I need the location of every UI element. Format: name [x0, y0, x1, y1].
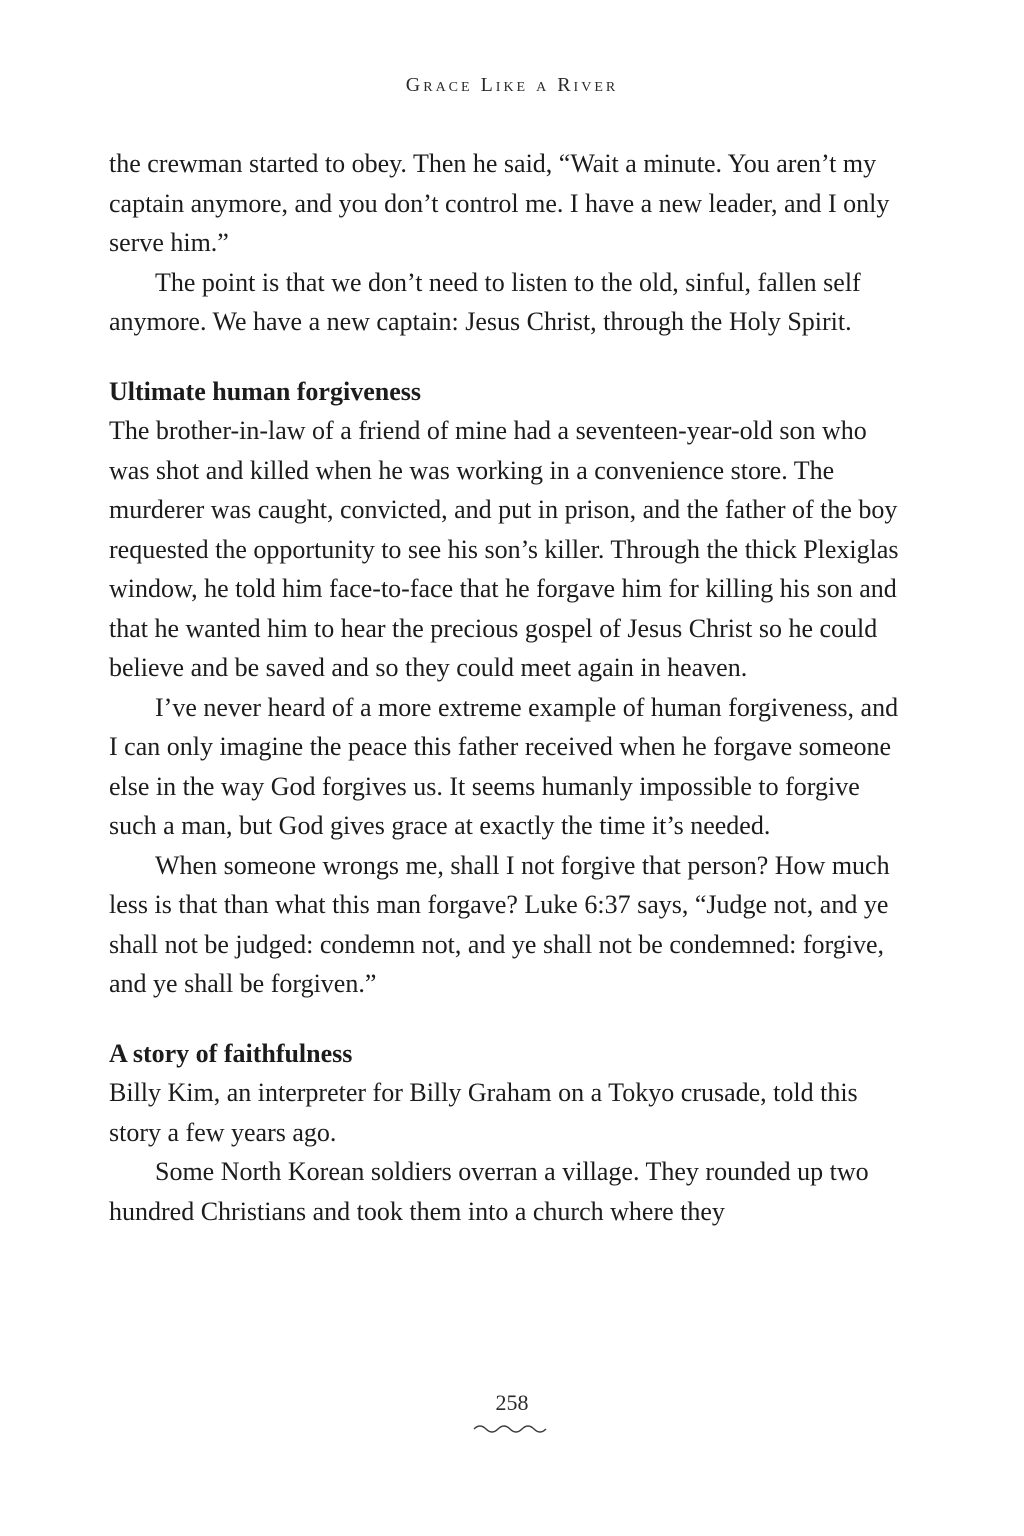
- section-heading: Ultimate human forgiveness: [109, 376, 421, 406]
- paragraph: The point is that we don’t need to listen to the old, sinful, fallen self anymore. We have a new captain: Jesus Christ, through the Holy Spirit.: [109, 267, 861, 336]
- paragraph: When someone wrongs me, shall I not forgive that person? How much less is that than what this man forgave? Luke 6:37 says, “Judge not, and ye shall not be judged: condemn not, and ye shall not be condemned: forgive, and ye shall be forgiven.”: [109, 850, 890, 998]
- wave-ornament-icon: [472, 1422, 552, 1436]
- paragraph: I’ve never heard of a more extreme example of human forgiveness, and I can only imagine the peace this father received when he forgave someone else in the way God forgives us. It seems humanly impossible to forgive such a man, but God gives grace at exactly the time it’s needed.: [109, 692, 899, 840]
- paragraph: the crewman started to obey. Then he said, “Wait a minute. You aren’t my captain anymore, and you don’t control me. I have a new leader, and I only serve him.”: [109, 149, 890, 257]
- paragraph: Some North Korean soldiers overran a village. They rounded up two hundred Christians and took them into a church where they: [109, 1157, 869, 1226]
- page-body: [109, 144, 909, 1231]
- paragraph: Billy Kim, an interpreter for Billy Graham on a Tokyo crusade, told this story a few years ago.: [109, 1078, 858, 1147]
- section-heading: A story of faithfulness: [109, 1038, 353, 1068]
- page-number: 258: [495, 1390, 529, 1415]
- running-head: Grace Like a River: [405, 74, 619, 96]
- paragraph: The brother-in-law of a friend of mine had a seventeen-year-old son who was shot and killed when he was working in a convenience store. The murderer was caught, convicted, and put in prison, and the father of the boy requested the opportunity to see his son’s killer. Through the thick Plexiglas window, he told him face-to-face that he forgave him for killing his son and that he wanted him to hear the precious gospel of Jesus Christ so he could believe and be saved and so they could meet again in heaven.: [109, 416, 899, 682]
